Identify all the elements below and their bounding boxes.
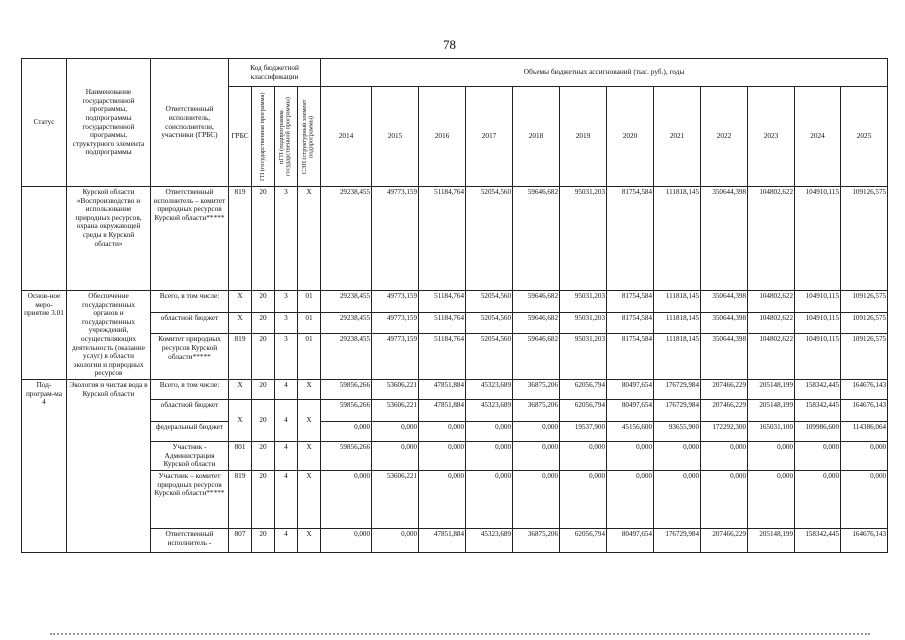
amount-cell: 350644,398 xyxy=(701,291,748,313)
amount-cell: 0,000 xyxy=(419,470,466,528)
amount-cell: 95031,203 xyxy=(560,334,607,380)
amount-cell: 0,000 xyxy=(513,442,560,471)
header-name: Наименование государственной программы, подпрограммы государственной программы, структурного элемента подпрограммы xyxy=(67,59,151,187)
amount-cell: 111818,145 xyxy=(654,187,701,291)
amount-cell: 176729,984 xyxy=(654,400,701,422)
code-gp-cell: 20 xyxy=(252,312,275,334)
amount-cell: 47851,884 xyxy=(419,380,466,400)
code-pgp-cell: 4 xyxy=(275,470,298,528)
amount-cell: 95031,203 xyxy=(560,291,607,313)
amount-cell: 104802,622 xyxy=(748,312,795,334)
table-row xyxy=(22,187,888,291)
header-year: 2025 xyxy=(841,87,888,187)
table-row xyxy=(22,291,888,313)
code-sep-cell: X xyxy=(298,187,321,291)
amount-cell: 0,000 xyxy=(654,470,701,528)
amount-cell: 93655,900 xyxy=(654,422,701,442)
amount-cell: 158342,445 xyxy=(795,528,841,552)
amount-cell: 350644,398 xyxy=(701,334,748,380)
table-body xyxy=(22,187,888,553)
code-sep-cell: X xyxy=(298,442,321,471)
code-sep-cell: 01 xyxy=(298,334,321,380)
amount-cell: 95031,203 xyxy=(560,312,607,334)
code-gp-cell: 20 xyxy=(252,400,275,442)
code-sep-cell: X xyxy=(298,470,321,528)
amount-cell: 0,000 xyxy=(607,442,654,471)
amount-cell: 205148,199 xyxy=(748,528,795,552)
header-code-group: Код бюджетной классификации xyxy=(229,59,321,87)
amount-cell: 53606,221 xyxy=(372,470,419,528)
amount-cell: 45323,689 xyxy=(466,528,513,552)
amount-cell: 52054,560 xyxy=(466,291,513,313)
code-sep-cell: 01 xyxy=(298,312,321,334)
header-year: 2016 xyxy=(419,87,466,187)
amount-cell: 36875,206 xyxy=(513,400,560,422)
amount-cell: 0,000 xyxy=(321,528,372,552)
code-grbs-cell: 807 xyxy=(229,528,252,552)
amount-cell: 95031,203 xyxy=(560,187,607,291)
header-gp: ГП (государственная программа) xyxy=(258,92,266,181)
amount-cell: 0,000 xyxy=(560,442,607,471)
amount-cell: 0,000 xyxy=(795,442,841,471)
header-year: 2024 xyxy=(795,87,841,187)
amount-cell: 165031,100 xyxy=(748,422,795,442)
code-pgp-cell: 3 xyxy=(275,334,298,380)
amount-cell: 59646,682 xyxy=(513,334,560,380)
executor-cell: областной бюджет xyxy=(151,400,229,422)
amount-cell: 104910,115 xyxy=(795,334,841,380)
amount-cell: 0,000 xyxy=(372,422,419,442)
amount-cell: 207466,229 xyxy=(701,528,748,552)
header-status: Статус xyxy=(22,59,67,187)
amount-cell: 47851,884 xyxy=(419,400,466,422)
amount-cell: 59856,266 xyxy=(321,442,372,471)
header-executor: Ответственный исполнитель, соисполнители, участники (ГРБС) xyxy=(151,59,229,187)
name-cell: Экология и чистая вода в Курской области xyxy=(67,380,151,553)
amount-cell: 104802,622 xyxy=(748,334,795,380)
code-pgp-cell: 3 xyxy=(275,291,298,313)
amount-cell: 29238,455 xyxy=(321,334,372,380)
code-sep-cell: 01 xyxy=(298,291,321,313)
code-grbs-cell: X xyxy=(229,380,252,400)
amount-cell: 53606,221 xyxy=(372,380,419,400)
amount-cell: 62056,794 xyxy=(560,528,607,552)
amount-cell: 59856,266 xyxy=(321,380,372,400)
amount-cell: 207466,229 xyxy=(701,400,748,422)
amount-cell: 0,000 xyxy=(795,470,841,528)
amount-cell: 0,000 xyxy=(748,470,795,528)
page-number: 78 xyxy=(443,37,456,52)
code-sep-cell: X xyxy=(298,400,321,442)
code-pgp-cell: 4 xyxy=(275,400,298,442)
amount-cell: 350644,398 xyxy=(701,312,748,334)
header-year: 2015 xyxy=(372,87,419,187)
executor-cell: Ответственный исполнитель - xyxy=(151,528,229,552)
table-row xyxy=(22,528,888,552)
amount-cell: 51184,764 xyxy=(419,334,466,380)
header-year: 2020 xyxy=(607,87,654,187)
amount-cell: 53606,221 xyxy=(372,400,419,422)
amount-cell: 104910,115 xyxy=(795,291,841,313)
table-row xyxy=(22,334,888,380)
status-cell xyxy=(22,187,67,291)
amount-cell: 51184,764 xyxy=(419,312,466,334)
amount-cell: 158342,445 xyxy=(795,380,841,400)
amount-cell: 0,000 xyxy=(466,442,513,471)
amount-cell: 0,000 xyxy=(372,528,419,552)
header-grbs: ГРБС xyxy=(229,87,252,187)
amount-cell: 109986,600 xyxy=(795,422,841,442)
amount-cell: 29238,455 xyxy=(321,291,372,313)
amount-cell: 109126,575 xyxy=(841,312,888,334)
amount-cell: 47851,884 xyxy=(419,528,466,552)
code-gp-cell: 20 xyxy=(252,442,275,471)
executor-cell: Всего, в том числе: xyxy=(151,291,229,313)
amount-cell: 109126,575 xyxy=(841,334,888,380)
amount-cell: 205148,199 xyxy=(748,380,795,400)
amount-cell: 104910,115 xyxy=(795,312,841,334)
executor-cell: Ответственный исполнитель – комитет природных ресурсов Курской области***** xyxy=(151,187,229,291)
code-grbs-cell: X xyxy=(229,400,252,442)
table-row xyxy=(22,442,888,471)
amount-cell: 81754,584 xyxy=(607,312,654,334)
executor-cell: федеральный бюджет xyxy=(151,422,229,442)
amount-cell: 81754,584 xyxy=(607,187,654,291)
header-year: 2023 xyxy=(748,87,795,187)
executor-cell: Участник - Администрация Курской области xyxy=(151,442,229,471)
header-year: 2018 xyxy=(513,87,560,187)
code-gp-cell: 20 xyxy=(252,334,275,380)
header-year: 2017 xyxy=(466,87,513,187)
amount-cell: 52054,560 xyxy=(466,334,513,380)
name-cell: Курской области «Воспроизводство и использование природных ресурсов, охрана окружающей среды в Курской области» xyxy=(67,187,151,291)
table-row xyxy=(22,422,888,442)
name-cell: Обеспечение государственных органов и государственных учреждений, осуществляющих деятельность (оказание услуг) в области экологии и природных ресурсов xyxy=(67,291,151,380)
code-pgp-cell: 3 xyxy=(275,312,298,334)
amount-cell: 0,000 xyxy=(513,470,560,528)
amount-cell: 59646,682 xyxy=(513,291,560,313)
code-grbs-cell: X xyxy=(229,312,252,334)
amount-cell: 0,000 xyxy=(372,442,419,471)
status-cell: Под-програм-ма 4 xyxy=(22,380,67,553)
amount-cell: 104802,622 xyxy=(748,187,795,291)
amount-cell: 350644,398 xyxy=(701,187,748,291)
code-pgp-cell: 4 xyxy=(275,380,298,400)
amount-cell: 29238,455 xyxy=(321,187,372,291)
code-pgp-cell: 4 xyxy=(275,442,298,471)
executor-cell: Всего, в том числе: xyxy=(151,380,229,400)
amount-cell: 0,000 xyxy=(607,470,654,528)
amount-cell: 49773,159 xyxy=(372,291,419,313)
amount-cell: 111818,145 xyxy=(654,312,701,334)
code-pgp-cell: 4 xyxy=(275,528,298,552)
amount-cell: 0,000 xyxy=(419,442,466,471)
amount-cell: 104802,622 xyxy=(748,291,795,313)
amount-cell: 49773,159 xyxy=(372,312,419,334)
amount-cell: 0,000 xyxy=(513,422,560,442)
amount-cell: 164676,143 xyxy=(841,400,888,422)
amount-cell: 176729,984 xyxy=(654,380,701,400)
code-gp-cell: 20 xyxy=(252,470,275,528)
header-year: 2014 xyxy=(321,87,372,187)
amount-cell: 59856,266 xyxy=(321,400,372,422)
amount-cell: 158342,445 xyxy=(795,400,841,422)
amount-cell: 0,000 xyxy=(321,470,372,528)
code-sep-cell: X xyxy=(298,380,321,400)
amount-cell: 0,000 xyxy=(748,442,795,471)
amount-cell: 52054,560 xyxy=(466,312,513,334)
amount-cell: 0,000 xyxy=(321,422,372,442)
status-cell: Основ-ное меро-приятие 3.01 xyxy=(22,291,67,380)
amount-cell: 205148,199 xyxy=(748,400,795,422)
header-year: 2019 xyxy=(560,87,607,187)
amount-cell: 109126,575 xyxy=(841,291,888,313)
header-sep: СЭП (структурный элемент подпрограммы) xyxy=(301,99,316,174)
amount-cell: 52054,560 xyxy=(466,187,513,291)
amount-cell: 49773,159 xyxy=(372,334,419,380)
amount-cell: 0,000 xyxy=(701,442,748,471)
code-grbs-cell: 819 xyxy=(229,334,252,380)
amount-cell: 164676,143 xyxy=(841,380,888,400)
code-gp-cell: 20 xyxy=(252,380,275,400)
amount-cell: 176729,984 xyxy=(654,528,701,552)
amount-cell: 45323,689 xyxy=(466,380,513,400)
amount-cell: 0,000 xyxy=(560,470,607,528)
amount-cell: 104910,115 xyxy=(795,187,841,291)
amount-cell: 109126,575 xyxy=(841,187,888,291)
code-grbs-cell: 819 xyxy=(229,187,252,291)
budget-table xyxy=(21,58,888,553)
amount-cell: 29238,455 xyxy=(321,312,372,334)
table-row xyxy=(22,380,888,400)
amount-cell: 0,000 xyxy=(841,442,888,471)
amount-cell: 111818,145 xyxy=(654,291,701,313)
code-grbs-cell: 819 xyxy=(229,470,252,528)
amount-cell: 114386,064 xyxy=(841,422,888,442)
amount-cell: 59646,682 xyxy=(513,312,560,334)
code-gp-cell: 20 xyxy=(252,528,275,552)
amount-cell: 0,000 xyxy=(654,442,701,471)
table-row xyxy=(22,400,888,422)
amount-cell: 0,000 xyxy=(841,470,888,528)
amount-cell: 164676,143 xyxy=(841,528,888,552)
executor-cell: Участник – комитет природных ресурсов Курской области***** xyxy=(151,470,229,528)
amount-cell: 0,000 xyxy=(466,422,513,442)
amount-cell: 172292,300 xyxy=(701,422,748,442)
amount-cell: 36875,206 xyxy=(513,380,560,400)
header-year: 2021 xyxy=(654,87,701,187)
header-amounts-group: Объемы бюджетных ассигнований (тыс. руб.), годы xyxy=(321,59,888,87)
amount-cell: 19537,900 xyxy=(560,422,607,442)
header-year: 2022 xyxy=(701,87,748,187)
amount-cell: 80497,654 xyxy=(607,400,654,422)
amount-cell: 59646,682 xyxy=(513,187,560,291)
header-pgp: пГП (подпрограмма государственной программы) xyxy=(278,97,292,176)
code-grbs-cell: X xyxy=(229,291,252,313)
amount-cell: 81754,584 xyxy=(607,334,654,380)
amount-cell: 51184,764 xyxy=(419,291,466,313)
code-pgp-cell: 3 xyxy=(275,187,298,291)
code-gp-cell: 20 xyxy=(252,187,275,291)
scan-edge-line xyxy=(50,633,870,636)
executor-cell: Комитет природных ресурсов Курской области***** xyxy=(151,334,229,380)
amount-cell: 80497,654 xyxy=(607,528,654,552)
amount-cell: 62056,794 xyxy=(560,400,607,422)
amount-cell: 36875,206 xyxy=(513,528,560,552)
amount-cell: 45156,600 xyxy=(607,422,654,442)
code-grbs-cell: 801 xyxy=(229,442,252,471)
amount-cell: 207466,229 xyxy=(701,380,748,400)
table-row xyxy=(22,470,888,528)
amount-cell: 0,000 xyxy=(419,422,466,442)
amount-cell: 80497,654 xyxy=(607,380,654,400)
amount-cell: 49773,159 xyxy=(372,187,419,291)
table-row xyxy=(22,312,888,334)
code-gp-cell: 20 xyxy=(252,291,275,313)
amount-cell: 62056,794 xyxy=(560,380,607,400)
code-sep-cell: X xyxy=(298,528,321,552)
amount-cell: 45323,689 xyxy=(466,400,513,422)
amount-cell: 0,000 xyxy=(701,470,748,528)
amount-cell: 81754,584 xyxy=(607,291,654,313)
amount-cell: 111818,145 xyxy=(654,334,701,380)
amount-cell: 51184,764 xyxy=(419,187,466,291)
amount-cell: 0,000 xyxy=(466,470,513,528)
executor-cell: областной бюджет xyxy=(151,312,229,334)
